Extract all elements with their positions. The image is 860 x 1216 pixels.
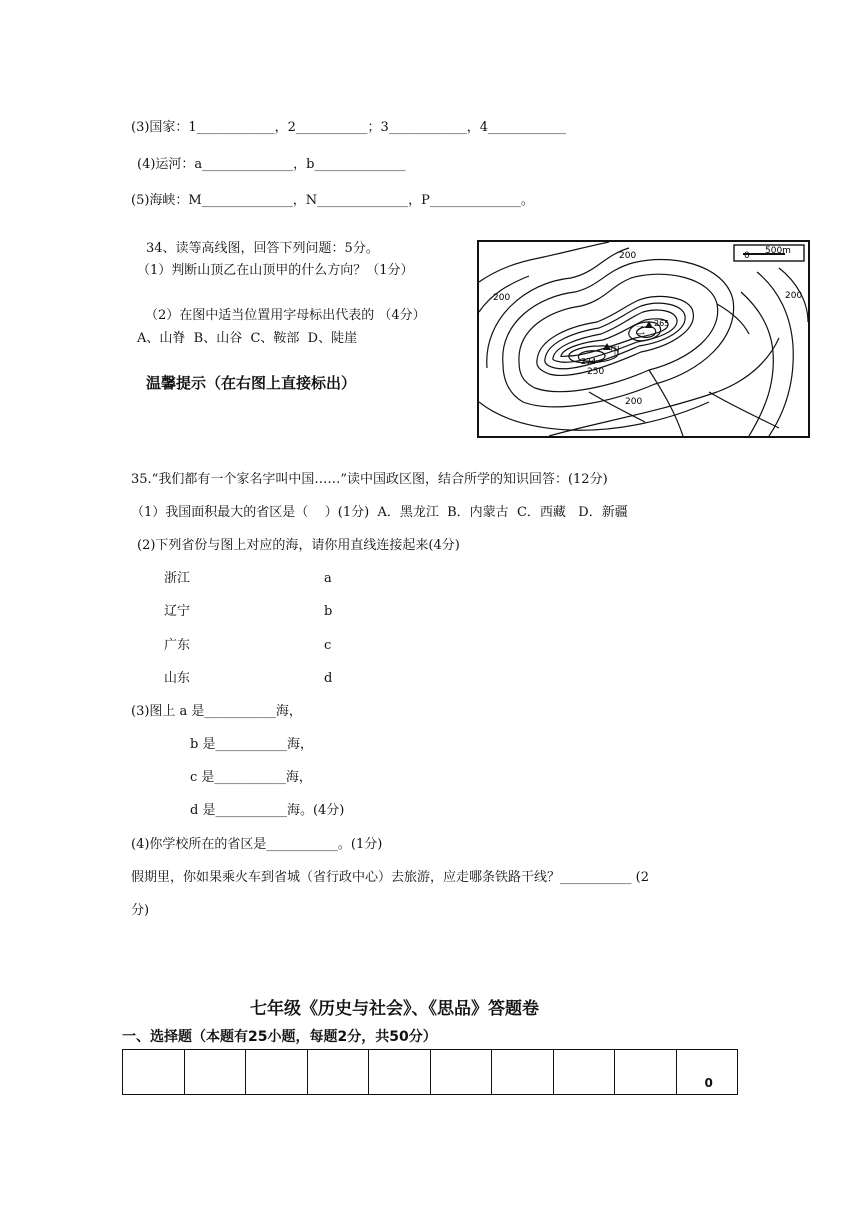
map-scale-label: 500m bbox=[765, 246, 791, 256]
answer-cell-label: 0 bbox=[704, 1076, 713, 1090]
q35-sub3-c: c 是___________海， bbox=[190, 770, 312, 785]
map-contour-200-top: 200 bbox=[619, 251, 637, 261]
answer-cell[interactable] bbox=[553, 1050, 615, 1095]
q34-sub2: （2）在图中适当位置用字母标出代表的 （4分） bbox=[145, 308, 426, 323]
answer-sheet-title: 七年级《历史与社会》、《思品》答题卷 bbox=[250, 999, 539, 1019]
table-row bbox=[123, 1050, 738, 1095]
province-liaoning[interactable]: 辽宁 bbox=[164, 604, 191, 619]
sea-letter-b[interactable]: b bbox=[324, 604, 333, 619]
answer-cell[interactable] bbox=[369, 1050, 431, 1095]
q35-title: 35.“我们都有一个家名字叫中国……”读中国政区图，结合所学的知识回答：(12分) bbox=[131, 472, 608, 487]
q34-options: A、山脊 B、山谷 C、鞍部 D、陡崖 bbox=[137, 331, 358, 346]
q35-sub5-line2: 分) bbox=[131, 903, 150, 918]
map-contour-250: 250 bbox=[587, 367, 605, 377]
map-peak-yi-name: 乙 bbox=[635, 326, 645, 337]
q35-sub4: (4)你学校所在的省区是___________。(1分) bbox=[131, 837, 383, 852]
answer-cell[interactable] bbox=[246, 1050, 308, 1095]
province-shandong[interactable]: 山东 bbox=[164, 671, 191, 686]
q35-sub3-b: b 是___________海， bbox=[190, 737, 313, 752]
contour-map[interactable] bbox=[477, 240, 810, 438]
sea-letter-c[interactable]: c bbox=[324, 638, 332, 653]
q35-sub3-a: (3)图上 a 是___________海， bbox=[131, 704, 302, 719]
q34-sub1: （1）判断山顶乙在山顶甲的什么方向？（1分） bbox=[137, 263, 414, 278]
map-peak-jia-value: 274 bbox=[581, 357, 597, 366]
sea-letter-a[interactable]: a bbox=[324, 571, 332, 586]
answer-cell[interactable] bbox=[307, 1050, 369, 1095]
q33-countries-line: (3)国家：1____________，2___________；3____________，4____________ bbox=[131, 120, 566, 135]
q35-sub3-d: d 是___________海。(4分) bbox=[190, 803, 345, 818]
map-contour-200-left: 200 bbox=[493, 293, 511, 303]
q34-tip: 温馨提示（在右图上直接标出） bbox=[146, 374, 357, 392]
contour-map-drawing bbox=[479, 242, 808, 436]
q34-title: 34、读等高线图，回答下列问题：5分。 bbox=[146, 241, 379, 256]
q33-canals-line: (4)运河：a______________，b______________ bbox=[137, 157, 406, 172]
map-peak-jia-name: 甲 bbox=[610, 346, 620, 357]
section-choice-title: 一、选择题（本题有25小题，每题2分，共50分） bbox=[122, 1029, 437, 1045]
sea-letter-d[interactable]: d bbox=[324, 671, 333, 686]
q35-sub1: （1）我国面积最大的省区是（ ）(1分) A．黑龙江 B．内蒙古 C．西藏 D．新疆 bbox=[131, 505, 628, 520]
answer-cell[interactable] bbox=[184, 1050, 246, 1095]
map-scale-zero: 0 bbox=[744, 251, 750, 261]
answer-cell[interactable] bbox=[430, 1050, 492, 1095]
answer-cell[interactable] bbox=[123, 1050, 185, 1095]
map-peak-yi-value: 265 bbox=[654, 319, 670, 328]
answer-cell[interactable] bbox=[676, 1050, 738, 1095]
province-zhejiang[interactable]: 浙江 bbox=[164, 571, 191, 586]
answer-table bbox=[122, 1049, 738, 1095]
answer-cell[interactable] bbox=[615, 1050, 677, 1095]
map-contour-200-right: 200 bbox=[785, 291, 803, 301]
answer-cell[interactable] bbox=[492, 1050, 554, 1095]
province-guangdong[interactable]: 广东 bbox=[164, 638, 191, 653]
q35-sub2: (2)下列省份与图上对应的海，请你用直线连接起来(4分) bbox=[137, 538, 460, 553]
q35-sub5-line1: 假期里，你如果乘火车到省城（省行政中心）去旅游，应走哪条铁路干线？___________ (2 bbox=[131, 870, 649, 885]
map-contour-200-bottom: 200 bbox=[625, 397, 643, 407]
q33-straits-line: (5)海峡：M______________，N______________，P______________。 bbox=[131, 193, 534, 208]
